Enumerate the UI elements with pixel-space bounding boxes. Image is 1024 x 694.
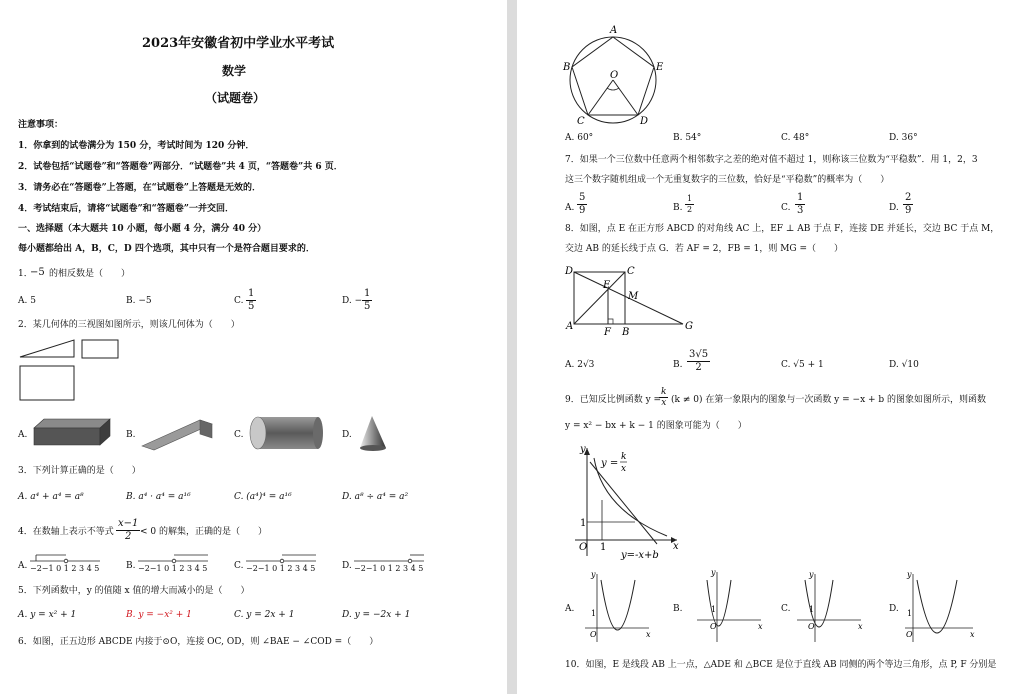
fraction-numerator: 2 [905,192,912,203]
option-b-graph [697,568,763,642]
note-item: 1．你拿到的试卷满分为 150 分，考试时间为 120 分钟． [18,141,255,151]
q3-option-c: C. (a⁴)⁴ = a¹⁶ [234,492,292,502]
number-line-c-label: −2−1 0 1 2 3 4 5 [246,564,316,573]
right-page [517,0,1024,694]
label-e: E [603,280,611,291]
q9-option-d: D. [889,604,899,614]
q6-stem: 6．如图，正五边形 ABCDE 内接于⊙O，连接 OC, OD，则 ∠BAE − ∠COD =（ ） [18,637,379,647]
q3-option-b: B. a⁴ · a⁴ = a¹⁶ [126,492,191,502]
number-line-d [354,555,424,563]
q4-option-c: C. [234,561,244,571]
section-description: 每小题都给出 A，B，C，D 四个选项，其中只有一个是符合题目要求的． [18,244,315,254]
q4-stem-tail: < 0 的解集，正确的是（ ） [140,527,267,537]
q8-stem-line1: 8．如图，点 E 在正方形 ABCD 的对角线 AC 上，EF ⊥ AB 于点 F，连接 DE 并延长，交边 BC 于点 M， [565,224,1000,234]
q10-stem-line1: 10．如图，E 是线段 AB 上一点，△ADE 和 △BCE 是位于直线 AB 同侧的两个等边三角形，点 P, F 分别是 [565,660,997,670]
q6-option-c: C. 48° [781,133,810,143]
origin: O [906,630,913,639]
q1-number: 1． [18,269,33,279]
label-a: A [566,321,574,332]
left-page [0,0,507,694]
q1-option-a: A. 5 [18,296,36,306]
tick-one: 1 [591,609,597,618]
tick-one: 1 [809,605,815,614]
axis-x: x [758,622,763,631]
q7-option-d-label: D. [889,203,899,213]
origin: O [590,630,597,639]
fraction-numerator: 1 [797,192,804,203]
tick-one: 1 [907,609,913,618]
q5-option-b: B. y = −x² + 1 [126,610,192,620]
q1-option-c-label: C. [234,296,244,306]
section-heading: 一、选择题（本大题共 10 小题，每小题 4 分，满分 40 分） [18,224,267,234]
label-d: D [640,116,649,127]
q5-stem: 5．下列函数中，y 的值随 x 值的增大而减小的是（ ） [18,586,250,596]
axis-y: y [711,568,716,577]
fraction-denominator: 9 [905,205,912,216]
q7-option-a-label: A. [565,203,575,213]
label-o: O [610,70,619,81]
fraction-denominator: 5 [248,301,255,312]
fraction-numerator: 3√5 [689,349,709,360]
q2-option-a: A. [18,430,28,440]
fraction-denominator: 2 [125,531,132,542]
fraction-denominator: x [661,398,667,408]
axis-x: x [858,622,863,631]
q4-option-a: A. [18,561,28,571]
hyperbola-label: y = [601,458,619,469]
q9-option-b: B. [673,604,683,614]
fraction-numerator: 1 [687,194,693,203]
q4-option-d: D. [342,561,352,571]
axis-y: y [907,570,912,579]
page-gutter [507,0,517,694]
q8-option-c: C. √5 + 1 [781,360,824,370]
label-c: C [627,266,635,277]
fraction-denominator: 2 [695,362,702,373]
q8-option-a: A. 2√3 [565,360,595,370]
q5-option-c: C. y = 2x + 1 [234,610,295,620]
q9-stem-line2: y = x² − bx + k − 1 的图象可能为（ ） [565,421,747,431]
hyperbola-k: k [621,452,627,462]
note-item: 2．试卷包括“试题卷”和“答题卷”两部分．“试题卷”共 4 页，“答题卷”共 6 页． [18,162,343,172]
axis-y: y [809,570,814,579]
q7-stem-line2: 这三个数字随机组成一个无重复数字的三位数，恰好是“平稳数”的概率为（ ） [565,175,890,185]
q6-option-b: B. 54° [673,133,702,143]
exam-title: 2023年安徽省初中学业水平考试 [142,36,335,51]
number-line-d-label: −2−1 0 1 2 3 4 5 [354,564,424,573]
fraction-denominator: 5 [364,301,371,312]
fraction-numerator: 1 [248,288,255,299]
q1-stem: 的相反数是（ ） [49,269,131,279]
axis-x: x [970,630,975,639]
q9-option-a: A. [565,604,575,614]
y-axis-label: y [580,444,586,455]
q4-stem: 4．在数轴上表示不等式 [18,527,114,537]
option-a-graph [585,570,651,642]
q7-stem-line1: 7．如果一个三位数中任意两个相邻数字之差的绝对值不超过 1，则称该三位数为“平稳数”．用 1，2，3 [565,155,978,165]
label-b: B [563,62,571,73]
label-a: A [610,25,618,36]
axis-x: x [646,630,651,639]
q5-option-d: D. y = −2x + 1 [342,610,411,620]
q2-stem: 2．某几何体的三视图如图所示，则该几何体为（ ） [18,320,240,330]
fraction-numerator: k [661,387,667,397]
fraction-denominator: 9 [579,205,586,216]
number-line-c [246,555,316,563]
y-tick-1: 1 [580,518,587,529]
q7-option-c-label: C. [781,203,791,213]
q1-option-b: B. −5 [126,296,152,306]
x-axis-label: x [673,541,679,552]
note-item: 3．请务必在“答题卷”上答题，在“试题卷”上答题是无效的． [18,183,261,193]
tick-one: 1 [711,605,717,614]
label-g: G [685,321,693,332]
x-tick-1: 1 [600,542,607,553]
exam-subject: 数学 [222,64,247,78]
origin: O [808,622,815,631]
option-c-graph [797,570,863,642]
number-line-b-label: −2−1 0 1 2 3 4 5 [138,564,208,573]
origin: O [710,622,717,631]
paper-type: （试题卷） [205,91,266,105]
q9-stem-line1: 9．已知反比例函数 y = [565,395,662,405]
number-line-a [30,555,100,563]
q1-option-d-label: D. − [342,296,363,306]
label-m: M [628,291,639,302]
axis-y: y [591,570,596,579]
label-c: C [577,116,585,127]
fraction-denominator: 3 [797,205,804,216]
q8-option-d: D. √10 [889,360,919,370]
line-label: y=-x+b [621,550,659,561]
number-line-a-label: −2−1 0 1 2 3 4 5 [30,564,100,573]
origin-label: O [579,542,588,553]
label-e: E [656,62,664,73]
q2-option-c: C. [234,430,244,440]
fraction-numerator: 5 [579,192,586,203]
hyperbola-x: x [621,464,627,474]
q3-stem: 3．下列计算正确的是（ ） [18,466,141,476]
fraction-denominator: 2 [687,205,693,214]
q6-option-d: D. 36° [889,133,918,143]
option-d-graph [905,570,975,642]
q8-stem-line2: 交边 AB 的延长线于点 G．若 AF = 2，FB = 1，则 MG =（ ） [565,244,843,254]
label-f: F [604,327,611,338]
q3-option-a: A. a⁴ + a⁴ = a⁸ [18,492,84,502]
q8-option-b-label: B. [673,360,683,370]
label-d: D [565,266,574,277]
q1-value: −5 [30,267,45,278]
q9-stem-line1-tail: (k ≠ 0) 在第一象限内的图象与一次函数 y = −x + b 的图象如图所示，则函数 [671,395,987,405]
notes-heading: 注意事项： [18,120,64,130]
q9-option-graphs [517,0,1024,694]
note-item: 4．考试结束后，请将“试题卷”和“答题卷”一并交回． [18,204,234,214]
q7-option-b-label: B. [673,203,683,213]
label-b: B [622,327,630,338]
fraction-numerator: 1 [364,288,371,299]
q9-option-c: C. [781,604,791,614]
q6-option-a: A. 60° [565,133,594,143]
number-line-b [138,555,208,563]
fraction-numerator: x−1 [118,518,139,529]
q2-option-d: D. [342,430,352,440]
q3-option-d: D. a⁸ ÷ a⁴ = a² [342,492,409,502]
q4-option-b: B. [126,561,136,571]
q2-option-b: B. [126,430,136,440]
q5-option-a: A. y = x² + 1 [18,610,77,620]
